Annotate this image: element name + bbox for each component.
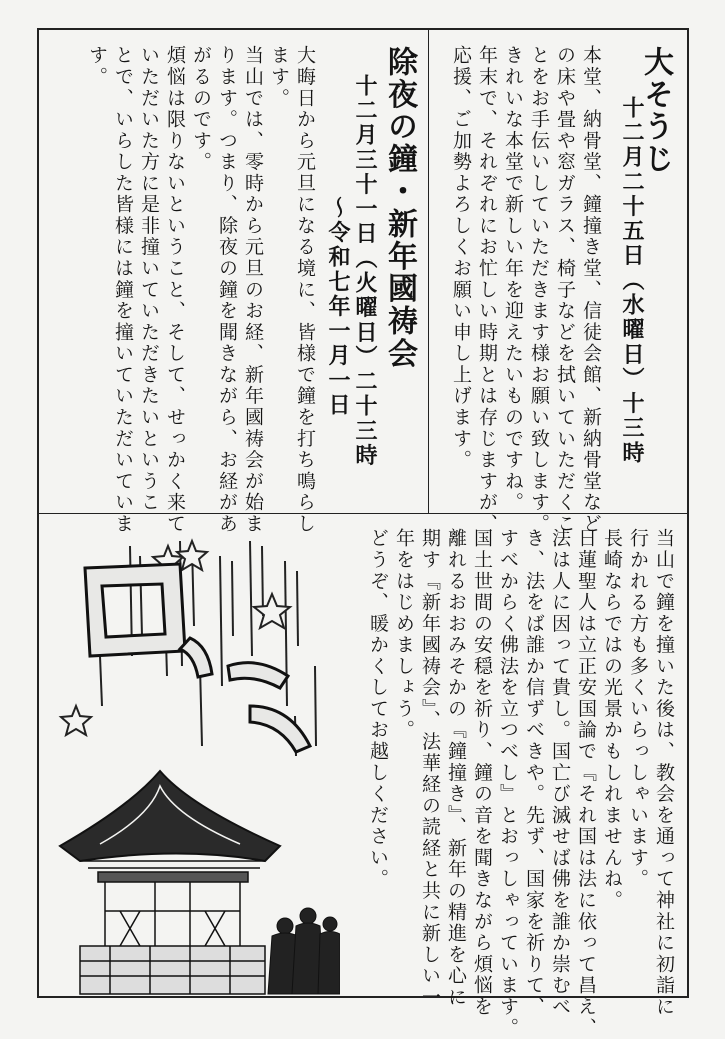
osouji-date: 十二月二十五日（水曜日）十三時 — [619, 96, 645, 466]
joya-date-2: 〜令和七年一月一日 — [325, 196, 351, 418]
joya-line: ります。つまり、除夜の鐘を聞きながら、お経があ — [216, 45, 238, 535]
osouji-line: きれいな本堂で新しい年を迎えたいものですね。 — [502, 45, 524, 514]
joya-line: がるのです。 — [190, 45, 212, 173]
joya-line: いただいた方に是非撞いていただきたいというこ — [138, 45, 160, 514]
lower-line: 行かれる方も多くいらっしゃいます。 — [627, 528, 649, 890]
lower-line: 離れるおおみそかの『鐘撞き』、新年の精進を心に — [445, 528, 467, 1008]
lower-line: き、法をば誰か信ずべきや。先ず、国家を祈りて、 — [523, 528, 545, 1018]
lower-line: 国土世間の安穏を祈り、鐘の音を聞きながら煩悩を — [471, 528, 493, 1018]
joya-line: とで、いらした皆様には鐘を撞いていただいていま — [112, 45, 134, 535]
joya-line: ます。 — [268, 45, 290, 109]
joya-line: 大晦日から元旦になる境に、皆様で鐘を打ち鳴らし — [294, 45, 316, 535]
lower-line: すべからく佛法を立つべし』とおっしゃっています。 — [497, 528, 519, 1039]
lower-line: 法は人に因って貴し。国亡び滅せば佛を誰か崇むべ — [549, 528, 571, 1018]
lower-line: 年をはじめましょう。 — [393, 528, 415, 741]
osouji-line: 本堂、納骨堂、鐘撞き堂、信徒会館、新納骨堂など — [580, 45, 602, 535]
joya-line: 煩悩は限りないということ、そして、せっかく来て — [164, 45, 186, 535]
lower-line: どうぞ、暖かくしてお越しください。 — [367, 528, 389, 890]
osouji-title: 大そうじ — [638, 46, 673, 176]
osouji-line: の床や畳や窓ガラス、椅子などを拭いていただくこ — [554, 45, 576, 535]
lower-line: 期す『新年國祷会』、法華経の読経と共に新しい一 — [419, 528, 441, 1008]
osouji-line: 年末で、それぞれにお忙しい時期とは存じますが、 — [476, 45, 498, 535]
gong-sound-effect — [85, 564, 310, 752]
lower-line: 日蓮聖人は立正安国論で『それ国は法に依って昌え、 — [575, 528, 597, 1039]
joya-line: す。 — [86, 45, 108, 88]
joya-title: 除夜の鐘・新年國祷会 — [382, 46, 417, 370]
bell-tower-illustration — [40, 516, 340, 996]
osouji-line: 応援、ご加勢よろしくお願い申し上げます。 — [450, 45, 472, 471]
lower-line: 長崎ならではの光景かもしれませんね。 — [601, 528, 623, 912]
section-divider-vertical — [428, 30, 429, 513]
osouji-line: とをお手伝いしていただきます様お願い致します。 — [528, 45, 550, 535]
joya-date-1: 十二月三十一日（火曜日）二十三時 — [352, 74, 378, 469]
joya-line: 当山では、零時から元旦のお経、新年國祷会が始ま — [242, 45, 264, 535]
lower-line: 当山で鐘を撞いた後は、教会を通って神社に初詣に — [653, 528, 675, 1018]
